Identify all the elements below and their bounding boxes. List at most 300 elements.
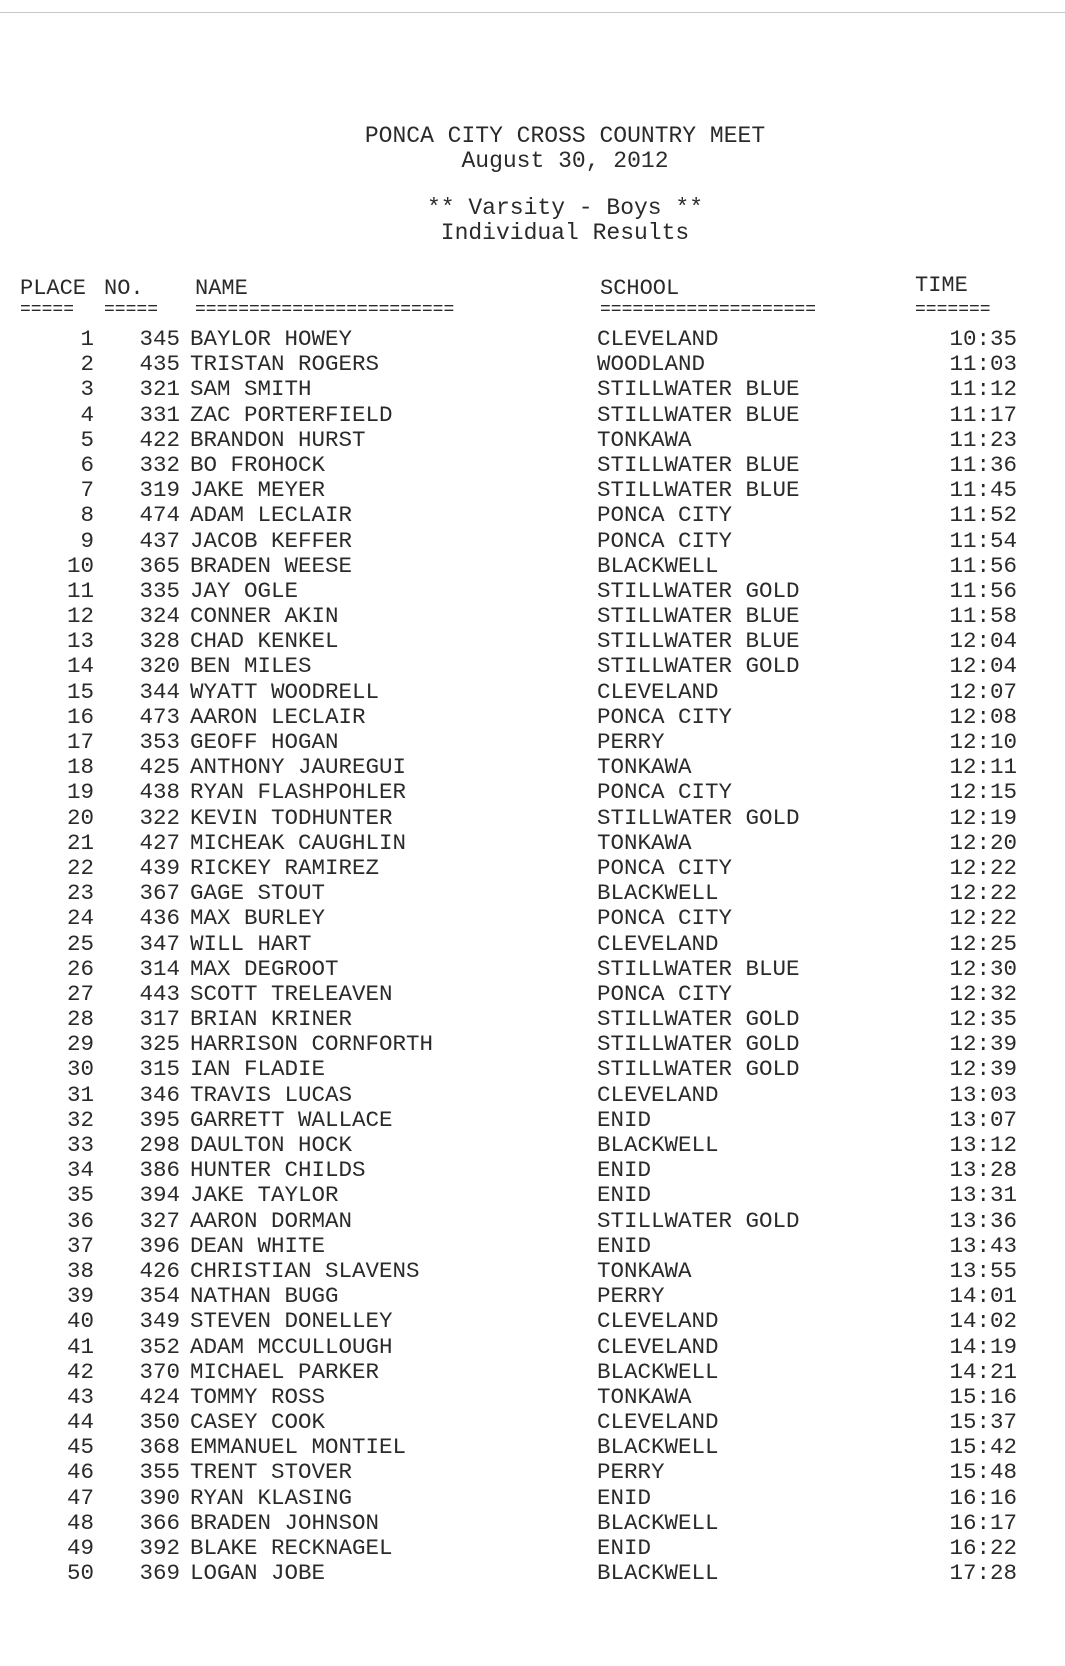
place-cell: 40 (66, 1308, 94, 1335)
runner-name-cell: EMMANUEL MONTIEL (190, 1434, 407, 1461)
result-row (0, 1133, 1065, 1158)
runner-name-cell: TRISTAN ROGERS (190, 351, 380, 378)
place-cell: 30 (66, 1056, 94, 1083)
runner-name-cell: IAN FLADIE (190, 1056, 326, 1083)
runner-name-cell: CASEY COOK (190, 1409, 326, 1436)
school-cell: STILLWATER BLUE (597, 955, 800, 982)
result-row (0, 654, 1065, 679)
results-table (0, 327, 1065, 1586)
place-cell: 45 (66, 1434, 94, 1461)
time-cell: 12:15 (949, 779, 1017, 806)
school-cell: TONKAWA (597, 754, 692, 781)
runner-name-cell: BRADEN WEESE (190, 552, 353, 579)
school-cell: PERRY (597, 1283, 665, 1310)
place-cell: 2 (80, 351, 94, 378)
school-cell: PONCA CITY (597, 527, 733, 554)
runner-name-cell: DAULTON HOCK (190, 1132, 353, 1158)
runner-name-cell: WILL HART (190, 930, 312, 957)
time-cell: 11:17 (949, 401, 1017, 428)
runner-name-cell: CONNER AKIN (190, 603, 339, 630)
result-row (0, 1435, 1065, 1460)
result-row (0, 453, 1065, 478)
runner-name-cell: GEOFF HOGAN (190, 729, 339, 755)
school-cell: STILLWATER GOLD (597, 1006, 800, 1033)
runner-name-cell: RYAN KLASING (190, 1484, 353, 1511)
place-cell: 38 (66, 1257, 94, 1284)
meet-title: PONCA CITY CROSS COUNTRY MEET (364, 123, 766, 149)
runner-name-cell: AARON LECLAIR (190, 703, 366, 730)
result-row (0, 1083, 1065, 1108)
school-cell: BLACKWELL (597, 1358, 719, 1385)
runner-name-cell: BEN MILES (190, 653, 312, 680)
bib-number-cell: 425 (139, 754, 180, 781)
runner-name-cell: BO FROHOCK (190, 451, 326, 478)
runner-name-cell: MAX BURLEY (190, 905, 326, 932)
result-row (0, 629, 1065, 654)
bib-number-cell: 332 (139, 451, 180, 478)
result-row (0, 377, 1065, 402)
time-cell: 11:54 (949, 527, 1017, 554)
runner-name-cell: HUNTER CHILDS (190, 1157, 366, 1184)
time-cell: 11:12 (949, 376, 1017, 403)
bib-number-cell: 396 (139, 1232, 180, 1259)
place-cell: 7 (80, 477, 94, 504)
result-row (0, 1309, 1065, 1334)
runner-name-cell: BLAKE RECKNAGEL (190, 1535, 393, 1561)
time-cell: 16:22 (949, 1535, 1017, 1561)
time-cell: 14:21 (949, 1358, 1017, 1385)
result-row (0, 529, 1065, 554)
school-cell: ENID (597, 1106, 652, 1133)
result-row (0, 1158, 1065, 1183)
time-cell: 15:37 (949, 1409, 1017, 1436)
bib-number-cell: 298 (139, 1132, 180, 1158)
runner-name-cell: LOGAN JOBE (190, 1560, 326, 1587)
school-cell: STILLWATER BLUE (597, 628, 800, 655)
school-cell: ENID (597, 1484, 652, 1511)
place-cell: 19 (66, 779, 94, 806)
time-cell: 12:11 (949, 754, 1017, 781)
place-cell: 35 (66, 1182, 94, 1209)
school-cell: STILLWATER GOLD (597, 653, 800, 680)
runner-name-cell: JACOB KEFFER (190, 527, 353, 554)
time-cell: 12:39 (949, 1031, 1017, 1058)
bib-number-cell: 320 (139, 653, 180, 680)
result-row (0, 403, 1065, 428)
result-row (0, 730, 1065, 755)
bib-number-cell: 319 (139, 477, 180, 504)
place-cell: 33 (66, 1132, 94, 1158)
time-cell: 12:10 (949, 729, 1017, 755)
school-cell: STILLWATER GOLD (597, 804, 800, 831)
time-cell: 11:23 (949, 426, 1017, 453)
runner-name-cell: MICHEAK CAUGHLIN (190, 829, 407, 856)
runner-name-cell: TRENT STOVER (190, 1459, 353, 1486)
result-row (0, 1259, 1065, 1284)
place-cell: 10 (66, 552, 94, 579)
place-cell: 21 (66, 829, 94, 856)
place-cell: 42 (66, 1358, 94, 1385)
school-cell: CLEVELAND (597, 1308, 719, 1335)
result-row (0, 503, 1065, 528)
column-headers (16, 273, 1026, 332)
school-cell: PONCA CITY (597, 854, 733, 881)
result-row (0, 428, 1065, 453)
result-row (0, 1460, 1065, 1485)
place-cell: 25 (66, 930, 94, 957)
bib-number-cell: 367 (139, 880, 180, 907)
runner-name-cell: TRAVIS LUCAS (190, 1081, 353, 1108)
meet-date: August 30, 2012 (461, 148, 669, 174)
time-cell: 12:35 (949, 1006, 1017, 1033)
time-cell: 13:12 (949, 1132, 1017, 1158)
bib-number-cell: 344 (139, 678, 180, 705)
place-cell: 22 (66, 854, 94, 881)
place-cell: 20 (66, 804, 94, 831)
bib-number-cell: 331 (139, 401, 180, 428)
bib-number-cell: 352 (139, 1333, 180, 1360)
runner-name-cell: ANTHONY JAUREGUI (190, 754, 407, 781)
place-cell: 16 (66, 703, 94, 730)
place-cell: 46 (66, 1459, 94, 1486)
place-cell: 41 (66, 1333, 94, 1360)
result-row (0, 806, 1065, 831)
school-cell: STILLWATER BLUE (597, 603, 800, 630)
bib-number-cell: 346 (139, 1081, 180, 1108)
result-row (0, 1536, 1065, 1561)
bib-number-cell: 390 (139, 1484, 180, 1511)
school-cell: PONCA CITY (597, 502, 733, 529)
place-cell: 50 (66, 1560, 94, 1587)
time-cell: 12:04 (949, 628, 1017, 655)
time-cell: 11:56 (949, 552, 1017, 579)
runner-name-cell: ADAM MCCULLOUGH (190, 1333, 393, 1360)
bib-number-cell: 422 (139, 426, 180, 453)
school-cell: STILLWATER GOLD (597, 1056, 800, 1083)
place-cell: 11 (66, 577, 94, 604)
bib-number-cell: 335 (139, 577, 180, 604)
place-cell: 48 (66, 1509, 94, 1536)
time-cell: 12:20 (949, 829, 1017, 856)
school-rule: ==================== (600, 300, 817, 320)
time-cell: 12:19 (949, 804, 1017, 831)
bib-number-cell: 368 (139, 1434, 180, 1461)
runner-name-cell: CHAD KENKEL (190, 628, 339, 655)
result-row (0, 1360, 1065, 1385)
result-row (0, 1335, 1065, 1360)
runner-name-cell: DEAN WHITE (190, 1232, 326, 1259)
time-cell: 12:22 (949, 854, 1017, 881)
bib-number-cell: 427 (139, 829, 180, 856)
place-header: PLACE (20, 276, 87, 301)
runner-name-cell: RICKEY RAMIREZ (190, 854, 380, 881)
result-row (0, 705, 1065, 730)
runner-name-cell: JAKE MEYER (190, 477, 326, 504)
place-cell: 23 (66, 880, 94, 907)
school-cell: STILLWATER BLUE (597, 451, 800, 478)
time-cell: 12:39 (949, 1056, 1017, 1083)
school-cell: BLACKWELL (597, 1560, 719, 1587)
runner-name-cell: ADAM LECLAIR (190, 502, 353, 529)
result-row (0, 1234, 1065, 1259)
time-cell: 12:04 (949, 653, 1017, 680)
school-cell: PONCA CITY (597, 779, 733, 806)
school-cell: STILLWATER GOLD (597, 1207, 800, 1234)
school-cell: TONKAWA (597, 1257, 692, 1284)
result-row (0, 327, 1065, 352)
place-cell: 43 (66, 1383, 94, 1410)
document-header (0, 124, 1065, 246)
runner-name-cell: AARON DORMAN (190, 1207, 353, 1234)
result-row (0, 1486, 1065, 1511)
school-cell: BLACKWELL (597, 1509, 719, 1536)
runner-name-cell: HARRISON CORNFORTH (190, 1031, 434, 1058)
place-cell: 3 (80, 376, 94, 403)
bib-number-cell: 314 (139, 955, 180, 982)
time-cell: 11:52 (949, 502, 1017, 529)
school-cell: PONCA CITY (597, 703, 733, 730)
time-cell: 10:35 (949, 326, 1017, 352)
time-rule: ======= (915, 300, 991, 320)
school-cell: BLACKWELL (597, 1132, 719, 1158)
place-cell: 49 (66, 1535, 94, 1561)
bib-number-cell: 327 (139, 1207, 180, 1234)
school-cell: TONKAWA (597, 1383, 692, 1410)
school-cell: CLEVELAND (597, 1081, 719, 1108)
time-cell: 11:56 (949, 577, 1017, 604)
time-cell: 13:43 (949, 1232, 1017, 1259)
runner-name-cell: BRANDON HURST (190, 426, 366, 453)
bib-number-cell: 366 (139, 1509, 180, 1536)
place-cell: 8 (80, 502, 94, 529)
place-cell: 44 (66, 1409, 94, 1436)
result-row (0, 554, 1065, 579)
result-row (0, 982, 1065, 1007)
school-cell: BLACKWELL (597, 880, 719, 907)
place-cell: 26 (66, 955, 94, 982)
school-cell: CLEVELAND (597, 930, 719, 957)
school-cell: STILLWATER BLUE (597, 401, 800, 428)
runner-name-cell: NATHAN BUGG (190, 1283, 339, 1310)
runner-name-cell: STEVEN DONELLEY (190, 1308, 393, 1335)
result-row (0, 780, 1065, 805)
runner-name-cell: CHRISTIAN SLAVENS (190, 1257, 420, 1284)
bib-number-cell: 345 (139, 326, 180, 352)
result-row (0, 881, 1065, 906)
runner-name-cell: JAKE TAYLOR (190, 1182, 339, 1209)
runner-name-cell: MAX DEGROOT (190, 955, 339, 982)
result-row (0, 680, 1065, 705)
time-cell: 12:32 (949, 980, 1017, 1007)
school-cell: TONKAWA (597, 426, 692, 453)
school-cell: PONCA CITY (597, 905, 733, 932)
place-cell: 39 (66, 1283, 94, 1310)
runner-name-cell: WYATT WOODRELL (190, 678, 380, 705)
result-row (0, 579, 1065, 604)
school-cell: CLEVELAND (597, 1409, 719, 1436)
place-cell: 32 (66, 1106, 94, 1133)
result-row (0, 1032, 1065, 1057)
time-cell: 13:07 (949, 1106, 1017, 1133)
runner-name-cell: GARRETT WALLACE (190, 1106, 393, 1133)
bib-number-cell: 474 (139, 502, 180, 529)
bib-number-cell: 321 (139, 376, 180, 403)
school-cell: CLEVELAND (597, 678, 719, 705)
time-cell: 15:48 (949, 1459, 1017, 1486)
place-cell: 28 (66, 1006, 94, 1033)
bib-number-cell: 395 (139, 1106, 180, 1133)
runner-name-cell: BRIAN KRINER (190, 1006, 353, 1033)
time-cell: 15:16 (949, 1383, 1017, 1410)
place-cell: 27 (66, 980, 94, 1007)
name-header: NAME (195, 276, 248, 301)
place-cell: 13 (66, 628, 94, 655)
time-cell: 14:02 (949, 1308, 1017, 1335)
bib-number-cell: 325 (139, 1031, 180, 1058)
time-cell: 15:42 (949, 1434, 1017, 1461)
time-cell: 12:08 (949, 703, 1017, 730)
time-cell: 13:31 (949, 1182, 1017, 1209)
result-row (0, 1511, 1065, 1536)
results-subtitle: Individual Results (440, 220, 690, 246)
time-cell: 13:03 (949, 1081, 1017, 1108)
runner-name-cell: TOMMY ROSS (190, 1383, 326, 1410)
time-cell: 13:55 (949, 1257, 1017, 1284)
result-row (0, 604, 1065, 629)
school-cell: TONKAWA (597, 829, 692, 856)
runner-name-cell: MICHAEL PARKER (190, 1358, 380, 1385)
result-row (0, 906, 1065, 931)
school-cell: ENID (597, 1535, 652, 1561)
bib-number-cell: 328 (139, 628, 180, 655)
result-row (0, 957, 1065, 982)
bib-number-cell: 317 (139, 1006, 180, 1033)
time-cell: 14:01 (949, 1283, 1017, 1310)
result-row (0, 1284, 1065, 1309)
time-cell: 16:16 (949, 1484, 1017, 1511)
result-row (0, 1561, 1065, 1586)
bib-number-cell: 354 (139, 1283, 180, 1310)
bib-number-cell: 439 (139, 854, 180, 881)
bib-number-cell: 436 (139, 905, 180, 932)
place-cell: 31 (66, 1081, 94, 1108)
place-cell: 37 (66, 1232, 94, 1259)
bib-number-cell: 392 (139, 1535, 180, 1561)
result-row (0, 1057, 1065, 1082)
time-cell: 11:58 (949, 603, 1017, 630)
school-cell: ENID (597, 1157, 652, 1184)
runner-name-cell: RYAN FLASHPOHLER (190, 779, 407, 806)
bib-number-cell: 322 (139, 804, 180, 831)
bib-number-cell: 350 (139, 1409, 180, 1436)
place-cell: 6 (80, 451, 94, 478)
school-cell: STILLWATER BLUE (597, 477, 800, 504)
result-row (0, 932, 1065, 957)
time-cell: 12:07 (949, 678, 1017, 705)
time-cell: 11:36 (949, 451, 1017, 478)
bib-number-cell: 315 (139, 1056, 180, 1083)
result-row (0, 352, 1065, 377)
bib-number-cell: 437 (139, 527, 180, 554)
school-cell: STILLWATER BLUE (597, 376, 800, 403)
school-cell: BLACKWELL (597, 552, 719, 579)
place-cell: 36 (66, 1207, 94, 1234)
runner-name-cell: BAYLOR HOWEY (190, 326, 353, 352)
school-cell: ENID (597, 1232, 652, 1259)
school-cell: STILLWATER GOLD (597, 1031, 800, 1058)
bib-number-cell: 353 (139, 729, 180, 755)
bib-number-cell: 386 (139, 1157, 180, 1184)
school-cell: PERRY (597, 729, 665, 755)
place-cell: 29 (66, 1031, 94, 1058)
bib-number-cell: 349 (139, 1308, 180, 1335)
place-cell: 12 (66, 603, 94, 630)
result-row (0, 831, 1065, 856)
place-cell: 24 (66, 905, 94, 932)
school-header: SCHOOL (600, 276, 680, 301)
result-row (0, 856, 1065, 881)
division-title: ** Varsity - Boys ** (426, 195, 704, 221)
runner-name-cell: BRADEN JOHNSON (190, 1509, 380, 1536)
no-rule: ===== (104, 300, 159, 320)
place-cell: 34 (66, 1157, 94, 1184)
time-cell: 13:28 (949, 1157, 1017, 1184)
time-cell: 11:45 (949, 477, 1017, 504)
bib-number-cell: 438 (139, 779, 180, 806)
no-header: NO. (104, 276, 144, 301)
runner-name-cell: SCOTT TRELEAVEN (190, 980, 393, 1007)
runner-name-cell: ZAC PORTERFIELD (190, 401, 393, 428)
bib-number-cell: 435 (139, 351, 180, 378)
school-cell: ENID (597, 1182, 652, 1209)
bib-number-cell: 369 (139, 1560, 180, 1587)
school-cell: BLACKWELL (597, 1434, 719, 1461)
bib-number-cell: 443 (139, 980, 180, 1007)
result-row (0, 1385, 1065, 1410)
bib-number-cell: 355 (139, 1459, 180, 1486)
school-cell: CLEVELAND (597, 326, 719, 352)
bib-number-cell: 426 (139, 1257, 180, 1284)
place-cell: 14 (66, 653, 94, 680)
bib-number-cell: 324 (139, 603, 180, 630)
runner-name-cell: SAM SMITH (190, 376, 312, 403)
name-rule: ======================== (195, 300, 455, 320)
time-cell: 12:22 (949, 905, 1017, 932)
time-cell: 14:19 (949, 1333, 1017, 1360)
place-cell: 1 (80, 326, 94, 352)
runner-name-cell: KEVIN TODHUNTER (190, 804, 393, 831)
page-top-rule (0, 12, 1065, 13)
school-cell: PONCA CITY (597, 980, 733, 1007)
result-row (0, 478, 1065, 503)
bib-number-cell: 365 (139, 552, 180, 579)
result-row (0, 1183, 1065, 1208)
result-row (0, 1209, 1065, 1234)
bib-number-cell: 347 (139, 930, 180, 957)
result-row (0, 1108, 1065, 1133)
time-header: TIME (915, 273, 968, 298)
runner-name-cell: GAGE STOUT (190, 880, 326, 907)
school-cell: CLEVELAND (597, 1333, 719, 1360)
time-cell: 13:36 (949, 1207, 1017, 1234)
bib-number-cell: 394 (139, 1182, 180, 1209)
result-row (0, 1410, 1065, 1435)
time-cell: 12:25 (949, 930, 1017, 957)
time-cell: 17:28 (949, 1560, 1017, 1587)
header-spacer (0, 174, 1065, 196)
place-cell: 5 (80, 426, 94, 453)
result-row (0, 755, 1065, 780)
